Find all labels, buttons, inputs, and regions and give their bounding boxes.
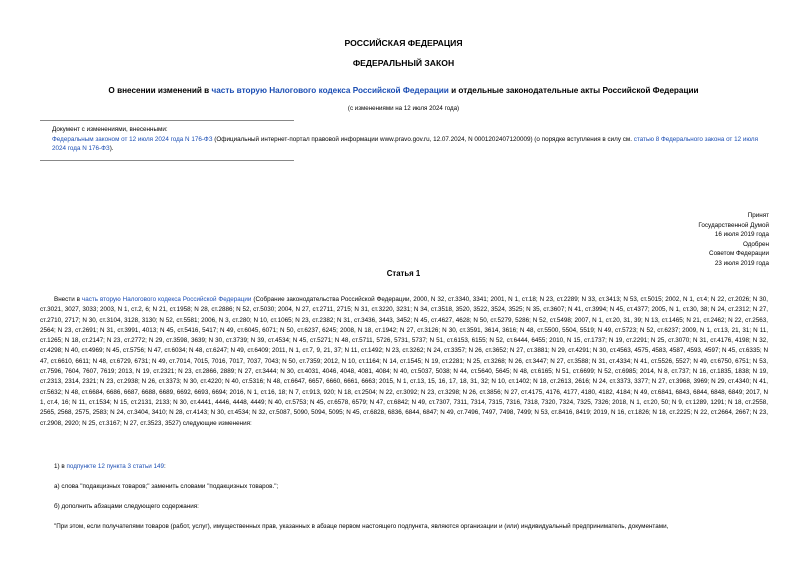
approved-by: Советом Федерации [709, 250, 769, 258]
adoption-block [589, 211, 769, 269]
amendments-source: (Официальный интернет-портал правовой информации www.pravo.gov.ru, 12.07.2024, N 0001202407120009) (о порядке вступления в силу см. [212, 135, 634, 143]
title-prefix: О внесении изменений в [108, 86, 212, 95]
divider-top [40, 120, 294, 121]
approved-date: 23 июля 2019 года [714, 259, 769, 267]
item1-link[interactable]: подпункте 12 пункта 3 статьи 149 [66, 463, 165, 470]
quote-paragraph: "При этом, если получателями товаров (работ, услуг), имущественных прав, указанных в абзаце первом настоящего подпункта, являются организации и (или) индивидуальный предприниматель, документами, [54, 523, 669, 530]
amendments-end: ). [109, 145, 114, 153]
intro-code-link[interactable]: часть вторую Налогового кодекса Российской Федерации [81, 296, 252, 303]
title-code-link[interactable]: часть вторую Налогового кодекса Российской Федерации [211, 86, 449, 95]
item1-suffix: : [164, 463, 166, 470]
article-intro-paragraph [40, 295, 768, 429]
amendments-intro: Документ с изменениями, внесенными: [52, 126, 168, 133]
document-law-type: ФЕДЕРАЛЬНЫЙ ЗАКОН [352, 58, 455, 68]
item-1 [54, 462, 768, 472]
accepted-date: 16 июля 2019 года [714, 231, 769, 239]
intro-prefix: Внести в [54, 296, 82, 303]
approved-label: Одобрен [742, 240, 769, 248]
amendments-text [52, 135, 772, 154]
item-b: б) дополнить абзацами следующего содержания: [54, 503, 199, 510]
item1-prefix: 1) в [54, 463, 67, 470]
title-suffix: и отдельные законодательные акты Российской Федерации [448, 86, 699, 95]
divider-bottom [40, 160, 294, 161]
amendments-box [52, 125, 772, 154]
item-a: а) слова "подакцизных товаров;" заменить словами "подакцизных товаров."; [54, 483, 279, 490]
intro-citations: (Собрание законодательства Российской Федерации, 2000, N 32, ст.3340, 3341; 2001, N 1, ст.18; N 23, ст.2289; N 33, ст.3413; N 53, ст.5015; 2002, N 1, ст.4; N 22, ст.2026; N 30, ст.3021, 3027, 3033; 2003, N 1, ст.2, 6; N 21, ст.1958; N 28, ст.2886; N 52, ст.5030; 2004, N 27, ст.2711, 2715; N 31, ст.3220, 3231; N 34, ст.3518, 3520, 3522, 3524, 3525; N 35, ст.3607; N 41, ст.3994; N 45, ст.4377; 2005, N 1, ст.30, 38; N 24, ст.2312; N 27, ст.2710, 2717; N 30, ст.3104, 3128, 3130; N 52, ст.5581; 2006, N 3, ст.280; N 10, ст.1065; N 23, ст.2382; N 31, ст.3436, 3443, 3452; N 45, ст.4627, 4628; N 50, ст.5279, 5286; N 52, ст.5498; 2007, N 1, ст.20, 31, 39; N 13, ст.1465; N 21, ст.2462; N 22, ст.2563, 2564; N 23, ст.2691; N 31, ст.3991, 4013; N 45, ст.5416, 5417; N 49, ст.6045, 6071; N 50, ст.6237, 6245; 2008, N 18, ст.1942; N 27, ст.3126; N 30, ст.3591, 3614, 3616; N 48, ст.5500, 5504, 5519; N 49, ст.5723; N 52, ст.6237; 2009, N 1, ст.13, 21, 31; N 11, ст.1265; N 18, ст.2147; N 23, ст.2772; N 29, ст.3598, 3639; N 30, ст.3739; N 39, ст.4534; N 45, ст.5271; N 48, ст.5711, 5726, 5731, 5737; N 51, ст.6153, 6155; N 52, ст.6444, 6455; 2010, N 15, ст.1737; N 19, ст.2291; N 25, ст.3070; N 31, ст.4176, 4198; N 32, ст.4298; N 40, ст.4969; N 45, ст.5756; N 47, ст.6034; N 48, ст.6247; N 49, ст.6409; 2011, N 1, ст.7, 9, 21, 37; N 11, ст.1492; N 23, ст.3262; N 24, ст.3357; N 26, ст.3652; N 27, ст.3881; N 29, ст.4291; N 30, ст.4563, 4575, 4583, 4587, 4593, 4597; N 45, ст.6335; N 47, ст.6610, 6611; N 48, ст.6729, 6731; N 49, ст.7014, 7015, 7016, 7017, 7037, 7043; N 50, ст.7359; 2012, N 10, ст.1164; N 14, ст.1545; N 19, ст.2281; N 25, ст.3268; N 26, ст.3447; N 27, ст.3588; N 31, ст.4334; N 41, ст.5526, 5527; N 49, ст.6750, 6751; N 53, ст.7596, 7604, 7607, 7619; 2013, N 19, ст.2321; N 23, ст.2866, 2889; N 27, ст.3444; N 30, ст.4031, 4046, 4048, 4081, 4084; N 40, ст.5037, 5038; N 44, ст.5640, 5645; N 48, ст.6165; N 51, ст.6699; N 52, ст.6985; 2014, N 8, ст.737; N 16, ст.1835, 1838; N 19, ст.2313, 2314, 2321; N 23, ст.2938; N 26, ст.3373; N 30, ст.4220; N 40, ст.5316; N 48, ст.6647, 6657, 6660, 6661, 6663; 2015, N 1, ст.13, 15, 16, 17, 18, 31, 32; N 10, ст.1402; N 18, ст.2613, 2616; N 24, ст.3373, 3377; N 27, ст.3968, 3969; N 29, ст.4340; N 41, ст.5632; N 48, ст.6684, 6686, 6687, 6688, 6689, 6692, 6693, 6694; 2016, N 1, ст.16, 18; N 7, ст.913, 920; N 18, ст.2504; N 22, ст.3092; N 23, ст.3298; N 26, ст.3856; N 27, ст.4175, 4176, 4177, 4180, 4182, 4184; N 49, ст.6841, 6843, 6844, 6848, 6849; 2017, N 1, ст.4, 16; N 11, ст.1534; N 15, ст.2131, 2133; N 30, ст.4441, 4446, 4448, 4449; N 40, ст.5753; N 45, ст.6578, 6579; N 47, ст.6842; N 49, ст.7307, 7311, 7314, 7315, 7316, 7318, 7320, 7324, 7325, 7326; 2018, N 1, ст.20, 50; N 9, ст.1289, 1291; N 18, ст.2558, 2565, 2568, 2575, 2583; N 24, ст.3404, 3410; N 28, ст.4143; N 30, ст.4534; N 32, ст.5087, 5090, 5094, 5095; N 45, ст.6828, 6836, 6844, 6847; N 49, ст.7496, 7497, 7498, 7499; N 53, ст.8416, 8419; 2019, N 16, ст.1826; N 18, ст.2225; N 22, ст.2664, 2667; N 23, ст.2908, 2920; N 25, ст.3167; N 27, ст.3523, 3527) следующие изменения: [40, 296, 768, 427]
amending-article-link[interactable]: статью 8 Федерального закона от 12 июля 2024 года N 176-ФЗ [52, 135, 759, 153]
article-heading: Статья 1 [386, 269, 421, 278]
document-country: РОССИЙСКАЯ ФЕДЕРАЦИЯ [344, 38, 463, 48]
accepted-label: Принят [747, 212, 769, 219]
amending-law-link[interactable]: Федеральным законом от 12 июля 2024 года N 176-ФЗ [52, 135, 213, 143]
accepted-by: Государственной Думой [698, 221, 769, 229]
edition-note: (с изменениями на 12 июля 2024 года) [347, 105, 460, 112]
document-title [0, 86, 807, 95]
